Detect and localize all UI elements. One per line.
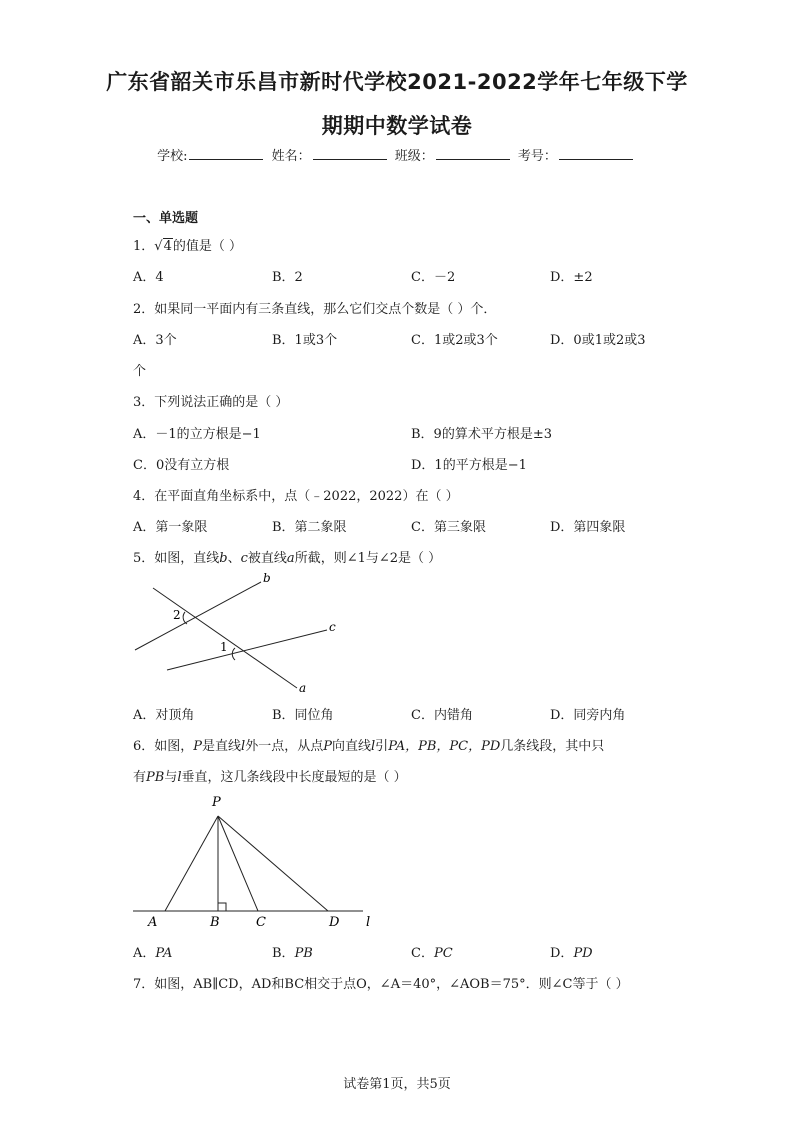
question-2: 2．如果同一平面内有三条直线，那么它们交点个数是（ ）个．: [133, 302, 497, 317]
q1-option-d[interactable]: D．±2: [550, 270, 593, 285]
exam-title-line2: 期期中数学试卷: [321, 114, 473, 138]
q6-option-d[interactable]: D．PD: [550, 946, 593, 961]
q2-option-d-wrap: 个: [133, 364, 147, 379]
section-heading: 一、单选题: [133, 211, 199, 226]
q3-option-b[interactable]: B．9的算术平方根是±3: [411, 427, 552, 442]
question-6-line1: 6．如图，P是直线l外一点，从点P向直线l引PA，PB，PC，PD几条线段，其中只: [133, 739, 605, 754]
q1-option-c[interactable]: C．－2: [411, 270, 456, 285]
label-a: a: [299, 681, 307, 695]
question-4: 4．在平面直角坐标系中，点（﹣2022，2022）在（ ）: [133, 489, 459, 504]
number-blank[interactable]: [559, 147, 633, 160]
label-p: P: [212, 795, 221, 810]
q1-text: 的值是（ ）: [172, 239, 242, 254]
q5-option-b[interactable]: B．同位角: [272, 708, 334, 723]
q6-figure: [125, 792, 385, 932]
q2-option-c[interactable]: C．1或2或3个: [411, 333, 498, 348]
label-a: A: [148, 915, 158, 930]
label-d: D: [329, 915, 340, 930]
q6-option-c[interactable]: C．PC: [411, 946, 453, 961]
class-label: 班级：: [394, 149, 434, 164]
number-label: 考号：: [517, 149, 557, 164]
line-a: [153, 588, 297, 688]
q2-option-a[interactable]: A．3个: [133, 333, 177, 348]
q2-option-b[interactable]: B．1或3个: [272, 333, 338, 348]
q5-figure: [125, 568, 355, 698]
name-label: 姓名：: [271, 149, 311, 164]
q1-number: 1．: [133, 239, 155, 254]
segment-pc: [218, 816, 258, 911]
q1-radicand: 4: [163, 239, 172, 254]
label-l: l: [366, 915, 371, 930]
school-label: 学校:: [157, 149, 188, 164]
sqrt-symbol: √4: [154, 239, 172, 254]
q3-option-c[interactable]: C．0没有立方根: [133, 458, 230, 473]
class-blank[interactable]: [436, 147, 510, 160]
segment-pd: [218, 816, 328, 911]
exam-title-line1: 广东省韶关市乐昌市新时代学校2021-2022学年七年级下学: [106, 70, 688, 94]
q5-option-a[interactable]: A．对顶角: [133, 708, 195, 723]
label-b: b: [263, 571, 271, 585]
label-c: C: [256, 915, 266, 930]
q2-option-d[interactable]: D．0或1或2或3: [550, 333, 646, 348]
label-angle-2: 2: [173, 608, 181, 622]
q1-option-b[interactable]: B．2: [272, 270, 303, 285]
q4-option-c[interactable]: C．第三象限: [411, 520, 486, 535]
question-1: [133, 235, 242, 254]
right-angle-mark: [218, 903, 226, 911]
q4-option-b[interactable]: B．第二象限: [272, 520, 347, 535]
page-footer: 试卷第1页，共5页: [343, 1077, 451, 1092]
student-info-line: [0, 145, 794, 164]
question-5: 5．如图，直线b、c被直线a所截，则∠1与∠2是（ ）: [133, 551, 442, 566]
q6-option-b[interactable]: B．PB: [272, 946, 313, 961]
line-c: [167, 630, 327, 670]
question-3: 3．下列说法正确的是（ ）: [133, 395, 289, 410]
name-blank[interactable]: [313, 147, 387, 160]
school-blank[interactable]: [189, 147, 263, 160]
q5-option-d[interactable]: D．同旁内角: [550, 708, 626, 723]
q3-option-a[interactable]: A．－1的立方根是−1: [133, 427, 261, 442]
label-c: c: [329, 620, 336, 634]
q4-option-d[interactable]: D．第四象限: [550, 520, 626, 535]
label-b: B: [210, 915, 220, 930]
label-angle-1: 1: [220, 640, 228, 654]
q6-option-a[interactable]: A．PA: [133, 946, 173, 961]
line-b: [135, 582, 261, 650]
q3-option-d[interactable]: D．1的平方根是−1: [411, 458, 527, 473]
q5-option-c[interactable]: C．内错角: [411, 708, 473, 723]
angle-1-arc: [232, 648, 235, 660]
question-6-line2: 有PB与l垂直，这几条线段中长度最短的是（ ）: [133, 770, 407, 785]
q1-option-a[interactable]: A．4: [133, 270, 164, 285]
question-7: 7．如图，AB∥CD，AD和BC相交于点O，∠A＝40°，∠AOB＝75°．则∠C等于（ ）: [133, 977, 629, 992]
q4-option-a[interactable]: A．第一象限: [133, 520, 208, 535]
segment-pa: [165, 816, 218, 911]
